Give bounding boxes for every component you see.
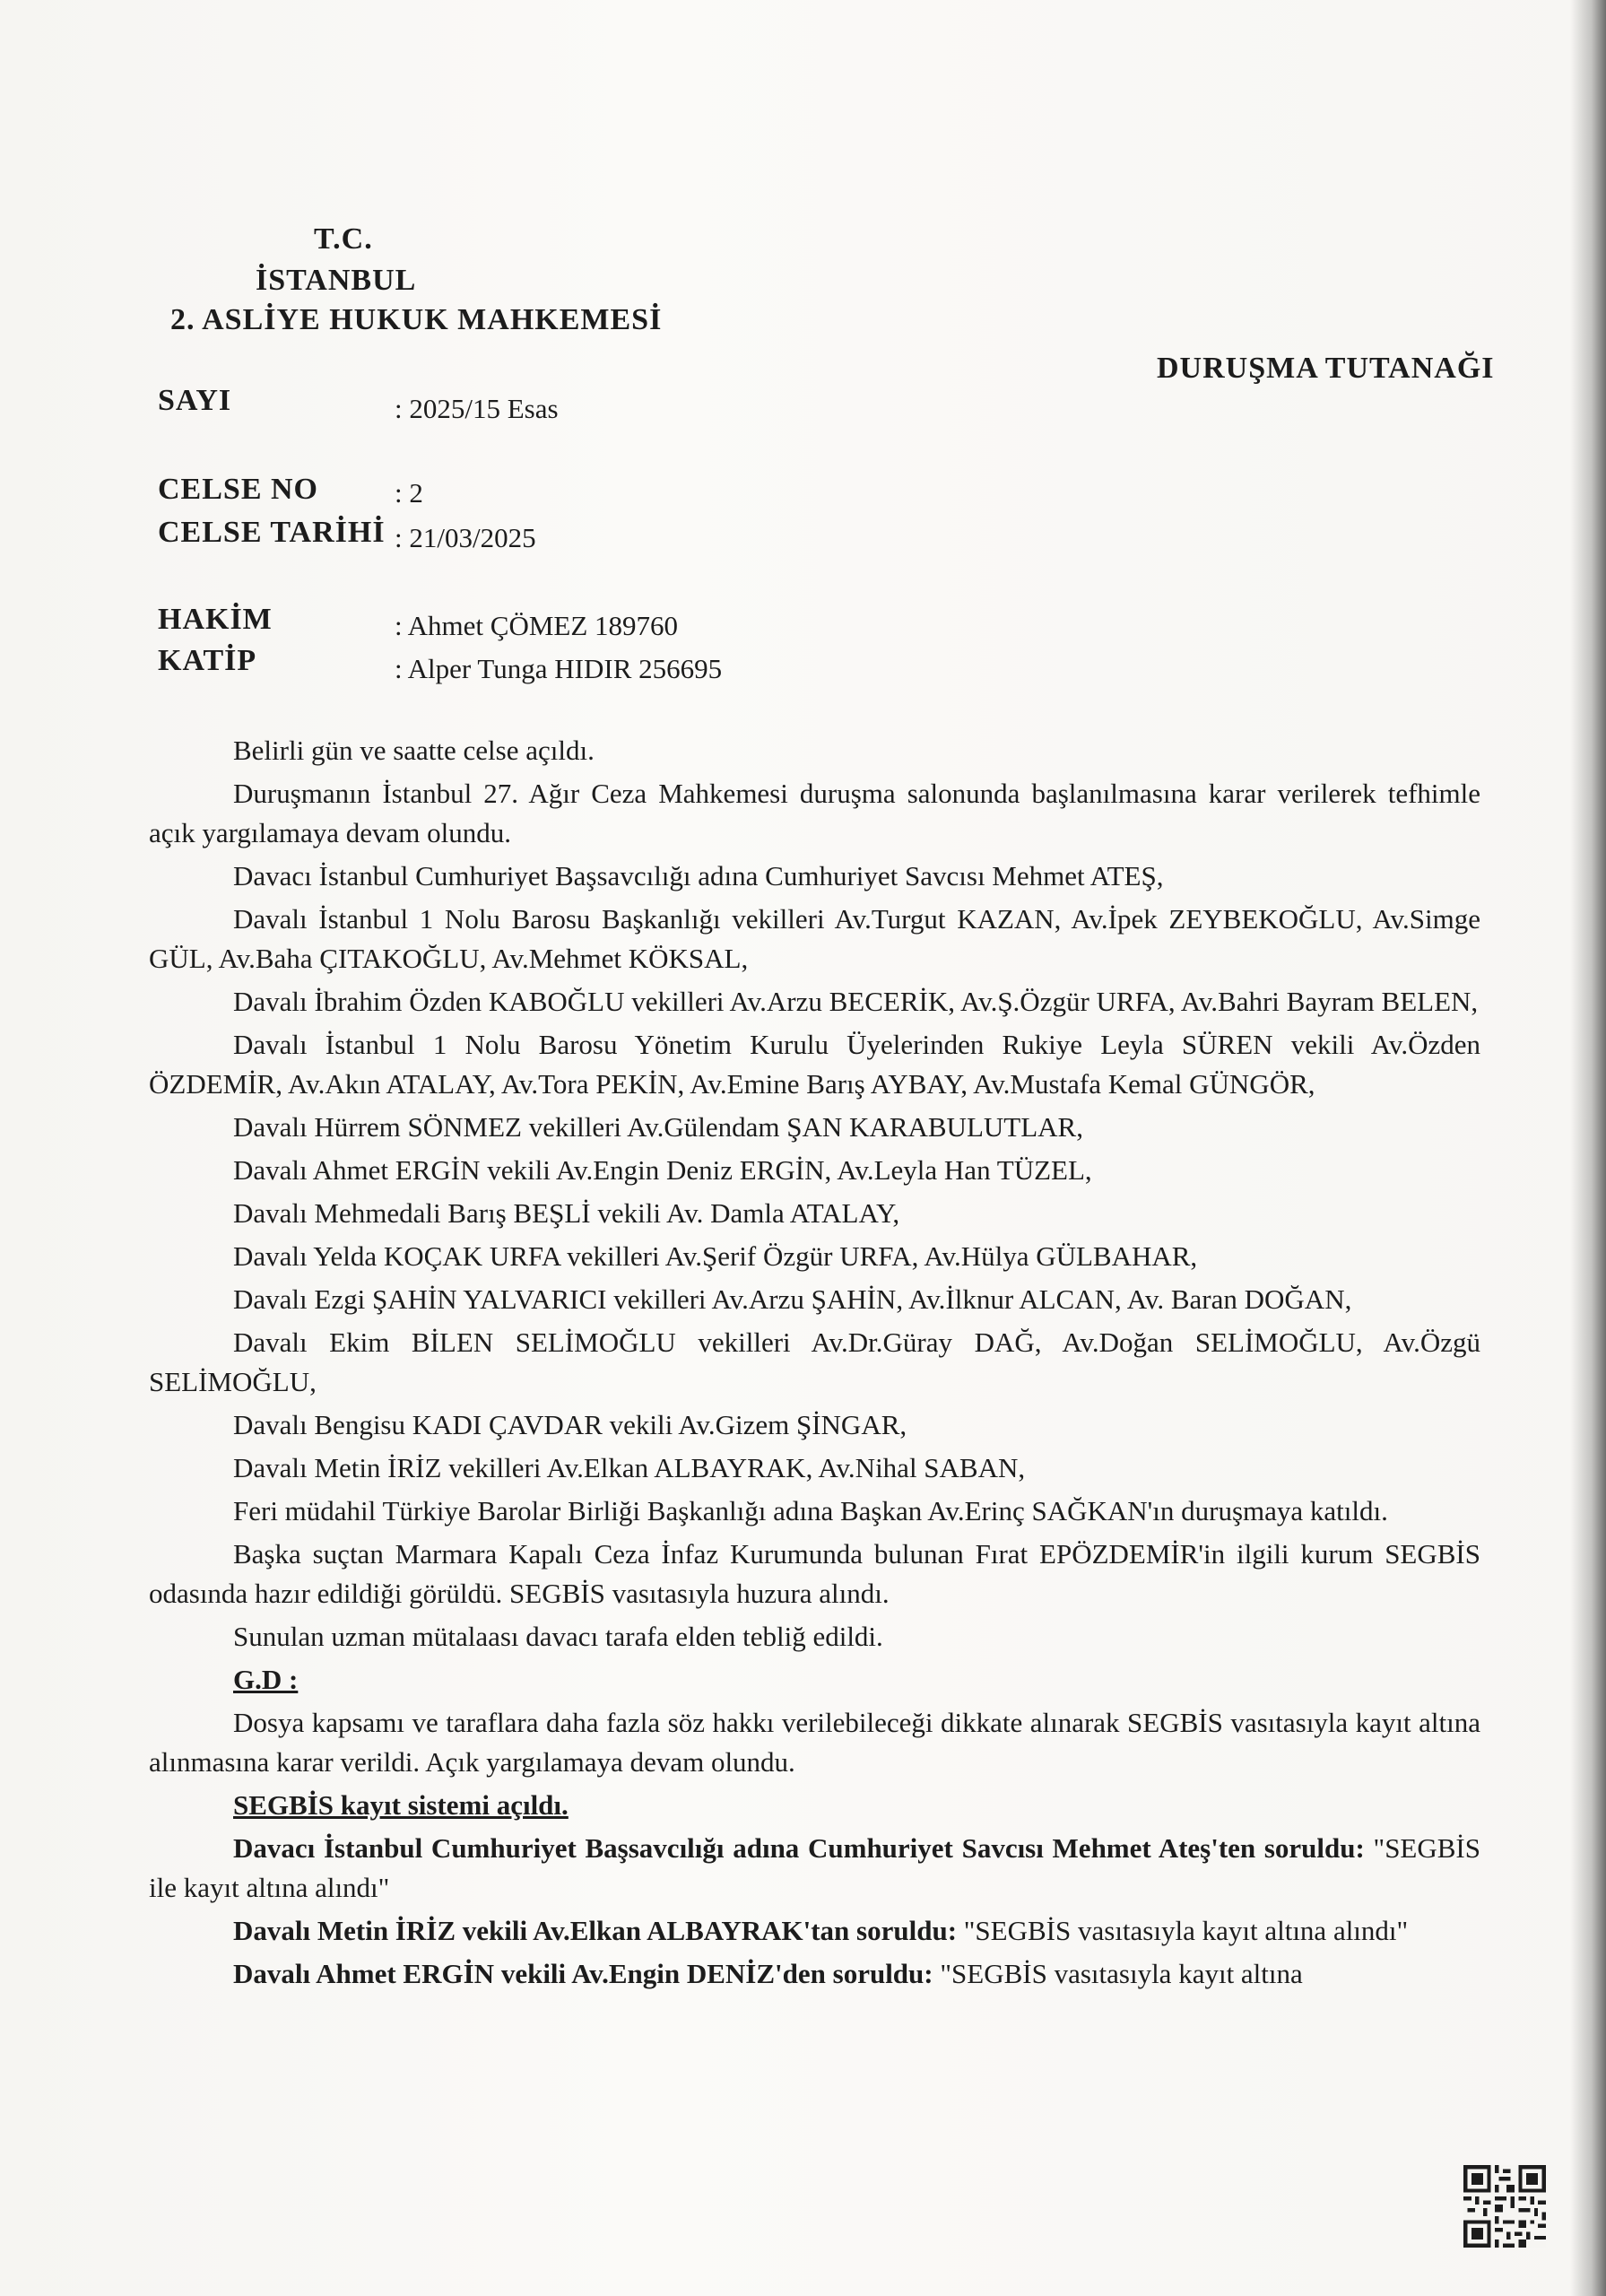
question-3-answer: "SEGBİS vasıtasıyla kayıt altına: [933, 1958, 1303, 1989]
paragraph: Davalı İbrahim Özden KABOĞLU vekilleri Av.Arzu BECERİK, Av.Ş.Özgür URFA, Av.Bahri Bayram BELEN,: [233, 986, 1479, 1017]
question-2-prompt: Davalı Metin İRİZ vekili Av.Elkan ALBAYRAK'tan soruldu:: [233, 1915, 958, 1946]
paragraph: Sunulan uzman mütalaası davacı tarafa elden tebliğ edildi.: [233, 1621, 883, 1652]
paragraph: Davalı Yelda KOÇAK URFA vekilleri Av.Şerif Özgür URFA, Av.Hülya GÜLBAHAR,: [233, 1240, 1198, 1272]
celse-tarihi-value: : 21/03/2025: [395, 522, 536, 553]
segbis-heading: [149, 1786, 1480, 1825]
paragraph: Belirli gün ve saatte celse açıldı.: [233, 735, 595, 766]
header-city: İSTANBUL: [256, 264, 417, 297]
gd-heading: [149, 1660, 1480, 1700]
paragraph: Davacı İstanbul Cumhuriyet Başsavcılığı adına Cumhuriyet Savcısı Mehmet ATEŞ,: [233, 860, 1164, 891]
question-2: [149, 1911, 1480, 1951]
paragraph: Davalı Ekim BİLEN SELİMOĞLU vekilleri Av.Dr.Güray DAĞ, Av.Doğan SELİMOĞLU, Av.Özgü SELİMOĞLU,: [149, 1326, 1480, 1397]
gd-text: Dosya kapsamı ve taraflara daha fazla söz hakkı verilebileceği dikkate alınarak SEGBİS vasıtasıyla kayıt altına alınmasına karar verildi. Açık yargılamaya devam olundu.: [149, 1707, 1480, 1778]
katip-value: : Alper Tunga HIDIR 256695: [395, 653, 723, 684]
qr-code-icon: [1463, 2165, 1546, 2248]
header-court: 2. ASLİYE HUKUK MAHKEMESİ: [170, 303, 663, 336]
paragraph: Davalı Ahmet ERGİN vekili Av.Engin Deniz ERGİN, Av.Leyla Han TÜZEL,: [233, 1154, 1092, 1186]
gd-heading-text: G.D :: [233, 1664, 299, 1695]
sayi-value: : 2025/15 Esas: [395, 393, 559, 424]
question-2-answer: "SEGBİS vasıtasıyla kayıt altına alındı": [957, 1915, 1409, 1946]
question-3: [149, 1954, 1480, 1994]
paragraph: Davalı İstanbul 1 Nolu Barosu Yönetim Kurulu Üyelerinden Rukiye Leyla SÜREN vekili Av.Özden ÖZDEMİR, Av.Akın ATALAY, Av.Tora PEKİN, Av.Emine Barış AYBAY, Av.Mustafa Kemal GÜNGÖR,: [149, 1029, 1480, 1100]
paragraph: Duruşmanın İstanbul 27. Ağır Ceza Mahkemesi duruşma salonunda başlanılmasına karar verilerek tefhimle açık yargılamaya devam olundu.: [149, 778, 1480, 848]
celse-no-label: CELSE NO: [158, 473, 318, 506]
question-3-prompt: Davalı Ahmet ERGİN vekili Av.Engin DENİZ'den soruldu:: [233, 1958, 933, 1989]
page-edge-shadow: [1570, 0, 1606, 2296]
hakim-label: HAKİM: [158, 603, 273, 636]
question-1: [149, 1829, 1480, 1908]
question-1-answer: "SEGBİS ile kayıt altına alındı": [149, 1832, 1480, 1903]
paragraph: Davalı İstanbul 1 Nolu Barosu Başkanlığı vekilleri Av.Turgut KAZAN, Av.İpek ZEYBEKOĞLU, Av.Simge GÜL, Av.Baha ÇITAKOĞLU, Av.Mehmet KÖKSAL,: [149, 903, 1480, 974]
paragraph: Davalı Mehmedali Barış BEŞLİ vekili Av. Damla ATALAY,: [233, 1197, 900, 1229]
hearing-minutes-body: [149, 731, 1480, 1997]
celse-no-value: : 2: [395, 477, 423, 509]
document-title: DURUŞMA TUTANAĞI: [1157, 352, 1495, 385]
hakim-value: : Ahmet ÇÖMEZ 189760: [395, 610, 679, 641]
paragraph: Feri müdahil Türkiye Barolar Birliği Başkanlığı adına Başkan Av.Erinç SAĞKAN'ın duruşmaya katıldı.: [233, 1495, 1388, 1526]
question-1-prompt: Davacı İstanbul Cumhuriyet Başsavcılığı adına Cumhuriyet Savcısı Mehmet Ateş'ten soruldu:: [233, 1832, 1365, 1864]
paragraph: Davalı Metin İRİZ vekilleri Av.Elkan ALBAYRAK, Av.Nihal SABAN,: [233, 1452, 1026, 1483]
header-tc: T.C.: [314, 222, 373, 256]
katip-label: KATİP: [158, 644, 257, 677]
sayi-label: SAYI: [158, 384, 232, 417]
paragraph: Başka suçtan Marmara Kapalı Ceza İnfaz Kurumunda bulunan Fırat EPÖZDEMİR'in ilgili kurum SEGBİS odasında hazır edildiği görüldü. SEGBİS vasıtasıyla huzura alındı.: [149, 1538, 1480, 1609]
paragraph: Davalı Hürrem SÖNMEZ vekilleri Av.Gülendam ŞAN KARABULUTLAR,: [233, 1111, 1083, 1143]
paragraph: Davalı Bengisu KADI ÇAVDAR vekili Av.Gizem ŞİNGAR,: [233, 1409, 907, 1440]
celse-tarihi-label: CELSE TARİHİ: [158, 516, 386, 549]
segbis-heading-text: SEGBİS kayıt sistemi açıldı.: [233, 1789, 569, 1821]
paragraph: Davalı Ezgi ŞAHİN YALVARICI vekilleri Av.Arzu ŞAHİN, Av.İlknur ALCAN, Av. Baran DOĞAN,: [233, 1283, 1352, 1315]
